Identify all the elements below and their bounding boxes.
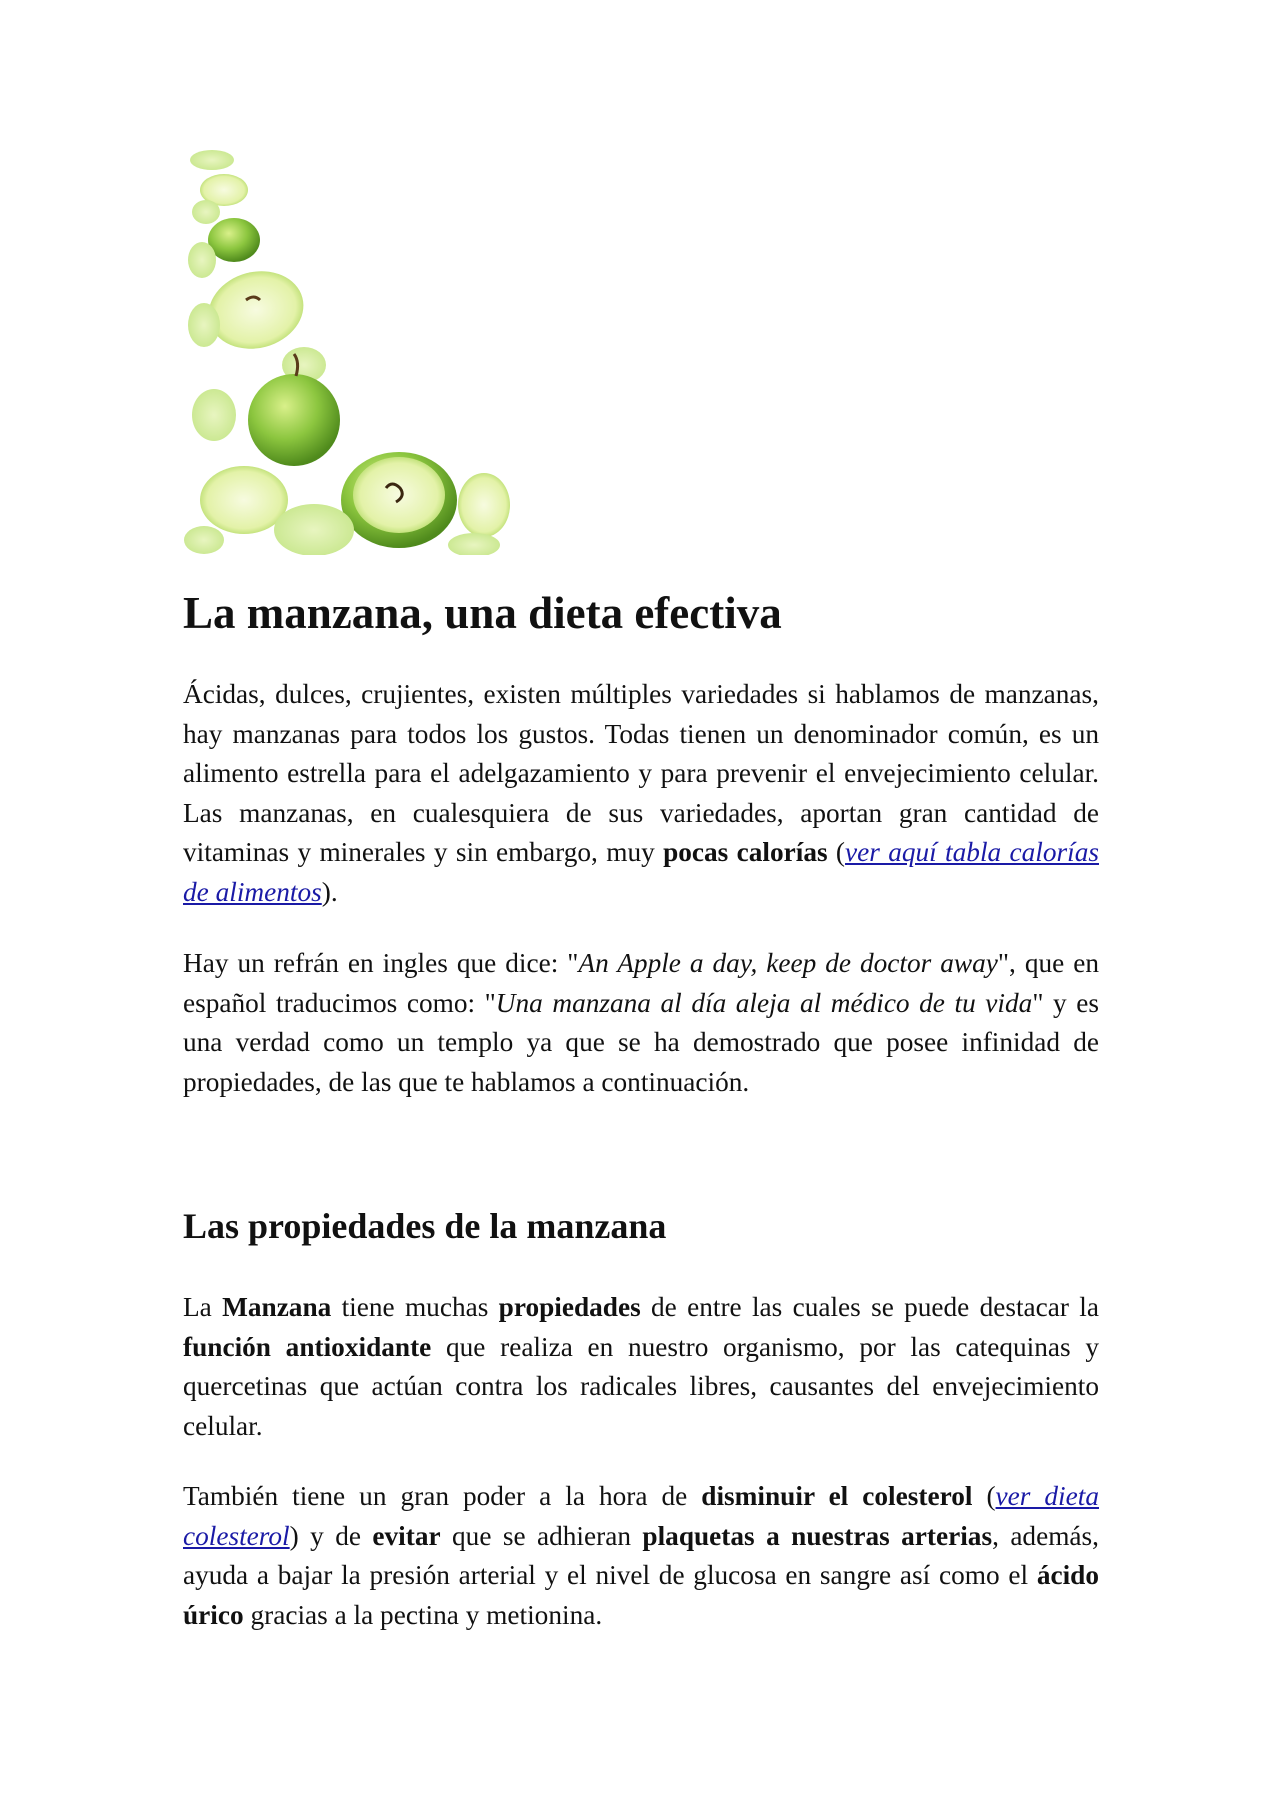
paragraph-text: que se adhieran: [440, 1520, 643, 1551]
paragraph-text: Hay un refrán en ingles que dice: ": [183, 948, 579, 978]
paragraph-text: , además, ayuda a bajar la presión arterial y el nivel de glucosa en sangre así como el: [183, 1520, 1099, 1591]
bold-text: plaquetas a nuestras arterias: [642, 1520, 993, 1551]
bold-text: evitar: [372, 1520, 441, 1551]
bold-text: disminuir el colesterol: [701, 1481, 973, 1511]
cholesterol-paragraph: [183, 1477, 1099, 1635]
bold-text: ácido úrico: [183, 1560, 1099, 1630]
bold-text: propiedades: [498, 1292, 641, 1322]
paragraph-text: También tiene un gran poder a la hora de: [183, 1481, 702, 1511]
green-apples-image: [184, 150, 532, 555]
paragraph-text: Ácidas, dulces, crujientes, existen múltiples variedades si hablamos de manzanas, hay manzanas para todos los gustos. Todas tienen un denominador común, es un alimento estrella para el adelgazamiento y para prevenir el envejecimiento celular. Las manzanas, en cualesquiera de sus variedades, aportan gran cantidad de vitaminas y minerales y sin embargo, muy: [183, 679, 1099, 868]
proverb-paragraph: [183, 944, 1099, 1102]
paragraph-text: " y es una verdad como un templo ya que se ha demostrado que posee infinidad de propiedades, de las que te hablamos a continuación.: [183, 987, 1099, 1097]
paragraph-text: (: [972, 1481, 996, 1511]
cholesterol-diet-link[interactable]: ver dieta colesterol: [183, 1481, 1099, 1551]
italic-quote: An Apple a day, keep de doctor away: [578, 948, 998, 978]
paragraph-text: que realiza en nuestro organismo, por las catequinas y quercetinas que actúan contra los radicales libres, causantes del envejecimiento celular.: [183, 1331, 1099, 1441]
paragraph-text: ", que en español traducimos como: ": [183, 948, 1099, 1018]
paragraph-text: gracias a la pectina y metionina.: [243, 1599, 603, 1630]
paragraph-text: tiene muchas: [331, 1292, 499, 1322]
paragraph-text: de entre las cuales se puede destacar la: [640, 1292, 1099, 1322]
paragraph-text: ).: [321, 876, 338, 907]
bold-text: pocas calorías: [663, 837, 828, 868]
calories-table-link[interactable]: ver aquí tabla calorías de alimentos: [183, 837, 1099, 907]
paragraph-text: La: [183, 1292, 223, 1322]
paragraph-text: (: [827, 837, 846, 868]
intro-paragraph: [183, 675, 1099, 913]
paragraph-text: ) y de: [289, 1520, 373, 1551]
article-title: La manzana, una dieta efectiva: [183, 588, 782, 638]
bold-text: Manzana: [222, 1292, 332, 1322]
properties-paragraph: [183, 1288, 1099, 1446]
section-heading: Las propiedades de la manzana: [183, 1206, 667, 1246]
bold-text: función antioxidante: [183, 1331, 432, 1362]
italic-quote: Una manzana al día aleja al médico de tu vida: [495, 987, 1033, 1018]
